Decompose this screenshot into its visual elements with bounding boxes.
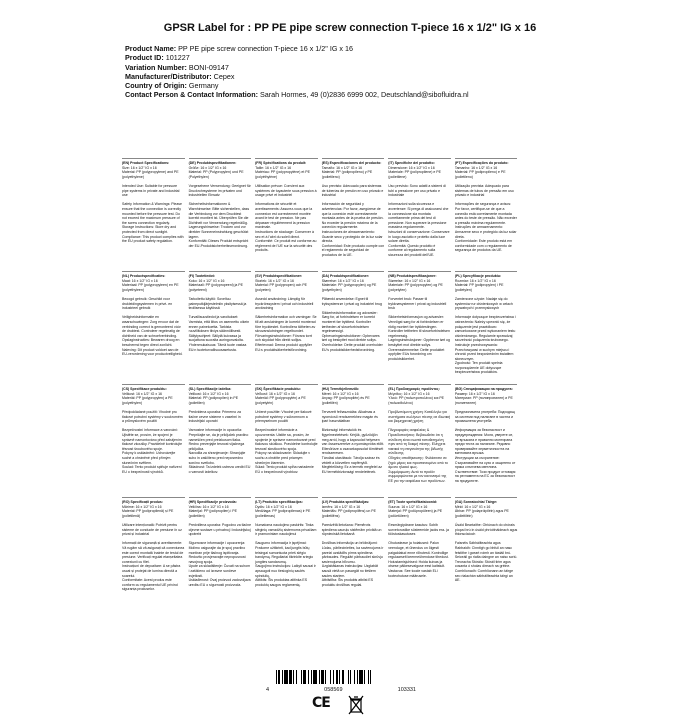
spec-block xyxy=(189,271,252,384)
weee-bin-icon xyxy=(348,695,364,715)
spec-heading: (PL) Specyfikacje produktu: xyxy=(454,274,502,278)
spec-block xyxy=(255,271,318,384)
info-label: Product Name: xyxy=(125,44,177,53)
spec-block xyxy=(189,384,252,497)
spec-heading: (LV) Produkta specifikācijas: xyxy=(321,500,370,504)
spec-body: Tamaño: 16 x 1/2" IG x 16 Material: PP (polipropileno) y PE (polietileno) Uso previsto: Adecuado para sistemas de tuberías de presión en uso privado e industrial Información de seguridad y advertencias: Por favor, asegúrese de que la conexión esté correctamente montada antes de la prueba de presión. No exceder la presión máxima de la conexión regularmente. Instrucciones de almacenamiento: Guarde seco y protegido de la luz solar directa. Conformidad: Este producto cumple con el reglamento de seguridad de productos de la UE. xyxy=(321,165,385,257)
spec-heading: (HU) Termékjellemzők: xyxy=(321,387,360,391)
spec-heading: (EN) Product Specifications: xyxy=(122,161,170,165)
info-value: PP PE pipe screw connection T-piece 16 x 1/2" IG x 16 xyxy=(178,44,354,53)
spec-heading: (NL) Productspecificaties: xyxy=(122,274,166,278)
spec-body: Méid: 16 x 1/2" IG x 16 Ábhar: PP (polapróipiléin) agus PE (poileitiléin) Úsáid Beartaithe: Oiriúnach do chórais píopaí brú in úsáid phríobháideach agus thionsclaíoch Faisnéis Sábháilteachta agus Rabhaidh: Cinntigh go bhfuil an nasc feistithe i gceart roimh an tástáil brú. Seiceáil go rialta daingne an naisc scriú. Treoracha Stórála: Stóráil tirim agus cosanta ó sholas díreach na gréine. Comhlíonadh: Comhlíonann an táirge seo rialachán sábháilteachta táirgí an AE. xyxy=(454,504,518,583)
spec-heading: (IT) Specifiche del prodotto: xyxy=(388,161,435,165)
barcode-group-2: 103331 xyxy=(397,687,416,693)
spec-heading: (ES) Especificaciones del producto: xyxy=(321,161,382,165)
spec-body: Taille: 16 x 1/2" IG x 16 Matériau: PP (polypropylène) et PE (polyéthylène) Utilisation prévue: Convient aux systèmes de tuyauterie sous pression à usage privé et industriel Informations de sécurité et avertissements: Assurez-vous que la connexion est correctement montée avant le test de pression. Ne pas dépasser régulièrement la pression maximale. Instructions de stockage: Conserver à sec et à l'abri du soleil direct. Conformité: Ce produit est conforme au règlement de l'UE sur la sécurité des produits. xyxy=(255,165,317,253)
barcode-group-1: 058569 xyxy=(324,687,343,693)
spec-block xyxy=(388,271,451,384)
spec-block xyxy=(388,384,451,497)
spec-block xyxy=(322,158,385,271)
spec-heading: (SL) Specifikacije izdelka: xyxy=(188,387,232,391)
product-info xyxy=(125,44,700,100)
info-label: Contact Person & Contact Information: xyxy=(125,90,258,100)
info-row xyxy=(125,44,700,53)
spec-heading: (BG) Спецификации на продукта: xyxy=(454,387,513,391)
spec-body: Размер: 16 x 1/2" IG x 16 Материал: PP (полипропилен) и PE (полиетилен) Предназначена употреба: Подходящ за системи под налягане в частна и промишлена употреба Информация за безопасност и предупреждения: Моля, уверете се, че връзката е правилно монтирана преди теста за налягане. Редовно проверявайте херметичността на винтовата връзка. Инструкции за съхранение: Съхранявайте на сухо и защитено от пряка слънчева светлина. Съответствие: Този продукт отговаря на регламента на ЕС за безопасност на продуктите. xyxy=(454,391,516,483)
spec-block xyxy=(255,158,318,271)
spec-heading: (FR) Spécifications du produit: xyxy=(255,161,307,165)
info-value: Germany xyxy=(188,81,219,91)
spec-body: Størrelse: 16 x 1/2" IG x 16 Materiale: PP (polypropylen) og PE (polyetylen) Forventet bruk: Passer til trykkrørsystemer i privat og industriell bruk Sikkerhetsinformasjon og advarsler: Vennligst sørg for at forbindelsen er riktig montert før trykktestingen. Kontroller tettheten til skrueforbindelsen regelmessig. Lagringsinstruksjoner: Oppbevar tørt og beskyttet mot direkte sollys. Overensstemmelse: Dette produktet oppfyller EUs forordning om produktsikkerhet. xyxy=(388,278,450,361)
info-value: Sarah Hormes, 49 (0)2836 6999 002, Deutschland@sibofluidra.nl xyxy=(259,90,469,100)
spec-heading: (DA) Produktspecifikationer: xyxy=(321,274,370,278)
spec-grid xyxy=(122,158,584,610)
spec-block xyxy=(255,497,318,610)
barcode-left-digit: 4 xyxy=(266,687,270,693)
compliance-marks xyxy=(312,695,364,715)
info-value: 101227 xyxy=(165,53,190,63)
spec-block xyxy=(122,271,185,384)
spec-body: Veličina: 16 x 1/2" IG x 16 Materijal: PP (polipropilen) i PE (polietilen) Predviđena uporaba: Pogodno za tlačne cijevne sustave u privatnoj i industrijskoj upotrebi Sigurnosne informacije i upozorenja: Molimo osigurajte da je spoj pravilno montiran prije tlačnog ispitivanja. Redovito provjeravajte nepropusnost navojnog spoja. Upute za skladištenje: Čuvati na suhom i zaštićeno od izravne sunčeve svjetlosti. Usklađenost: Ovaj proizvod zadovoljava uredbu EU o sigurnosti proizvoda. xyxy=(188,504,252,587)
spec-block xyxy=(455,271,518,384)
spec-body: Velikost: 16 x 1/2" IG x 16 Materiál: PP (polypropylen) a PE (polyethylen) Předpokládané použití: Vhodné pro tlakové potrubní systémy v soukromém a průmyslovém použití Bezpečnostní informace a varování: Ujistěte se, prosím, že spojení je správně namontováno před zahájením tlakové zkoušky. Pravidelně kontrolujte těsnost šroubového spoje. Pokyny k uskladnění: Uchovávejte suché a chráněné před přímým slunečním světlem. Soulad: Tento produkt splňuje nařízení EU o bezpečnosti výrobků. xyxy=(122,391,183,474)
spec-heading: (LT) Produkto specifikacijos: xyxy=(255,500,303,504)
spec-body: Veľkosť: 16 x 1/2" IG x 16 Materiál: PP (polypropylén) a PE (polyetylén) Určené použitie: Vhodné pre tlakové potrubné systémy v súkromnom a priemyselnom použití Bezpečnostné informácie a upozornenia: Uistite sa, prosím, že spojenie je správne namontované pred tlakovou skúškou. Pravidelne kontrolujte tesnosť skrutkového spoja. Pokyny na skladovanie: Skladujte v suchu a chráňte pred priamym slnečným žiarením. Súlad: Tento produkt spĺňa nariadenie EÚ o bezpečnosti výrobkov. xyxy=(255,391,318,474)
info-row xyxy=(125,53,700,62)
spec-block xyxy=(322,497,385,610)
spec-body: Mărime: 16 x 1/2" IG x 16 Material: PP (polipropilenă) și PE (polietilenă) Utilizare intenționată: Potrivit pentru sisteme de conducte de presiune în uz privat și industrial Informații de siguranță și avertismente: Vă rugăm să vă asigurați că conexiunea este corect montată înainte de testul de presiune. Verificați regulat etanșeitatea conexiunii cu filet. Instrucțiuni de depozitare: A se păstra uscat și protejat de lumina directă a soarelui. Conformitate: Acest produs este conform cu regulamentul UE privind siguranța produselor. xyxy=(122,504,185,592)
spec-heading: (RO) Specificații produs: xyxy=(122,500,164,504)
spec-body: Size: 16 x 1/2" IG x 16 Material: PP (polypropylene) and PE (polyethylene) Intended Use: Suitable for pressure pipe systems in private and industrial use Safety Information & Warnings: Please ensure that the connection is correctly mounted before the pressure test. Do not exceed the maximum pressure of the screw connection regularly. Storage Instructions: Store dry and protected from direct sunlight. Compliance: This product complies with the EU product safety regulation. xyxy=(122,165,184,244)
spec-body: Tamanho: 16 x 1/2" IG x 16 Material: PP (polipropileno) e PE (polietileno) Utilização prevista: Adequado para sistemas de tubos de pressão em uso privado e industrial Informações de segurança e avisos: Por favor, certifique-se de que a conexão está corretamente montada antes do teste de pressão. Não exceder a pressão máxima regularmente. Instruções de armazenamento: Armazene seco e protegido da luz solar direta. Conformidade: Este produto está em conformidade com o regulamento de segurança de produtos da UE. xyxy=(454,165,517,253)
info-value: BONI-09147 xyxy=(188,62,229,72)
info-row xyxy=(125,63,700,72)
barcode-digits xyxy=(266,687,416,693)
spec-block xyxy=(521,158,584,270)
info-label: Product ID: xyxy=(125,53,164,63)
spec-heading: (HR) Specifikacije proizvoda: xyxy=(188,500,237,504)
spec-heading: (EL) Προδιαγραφές προϊόντος: xyxy=(388,387,440,391)
spec-body: Dimensione: 16 x 1/2" IG x 16 Materiale: PP (polipropilene) e PE (polietilene) Uso previsto: Sono adatti a sistemi di tubi a pressione per uso privato e industriale Informazioni sulla sicurezza e avvertenze: Si prega di assicurarsi che la connessione sia montata correttamente prima del test di pressione. Non superare la pressione massima regolarmente. Istruzioni di conservazione: Conservare in luogo asciutto e protetto dalla luce solare diretta. Conformità: Questo prodotto è conforme al regolamento sulla sicurezza dei prodotti dell'UE. xyxy=(388,165,450,257)
spec-heading: (GA) Sonraíochtaí Táirge: xyxy=(454,500,498,504)
spec-body: Maat: 16 x 1/2" IG x 16 Materiaal: PP (polypropyleen) en PE (polyethyleen) Beoogd gebruik: Geschikt voor drukleidingsystemen in privé- en industrieel gebruik Veiligheidsinformatie en waarschuwingen: Zorg ervoor dat de verbinding correct is gemonteerd vóór de druktest. Controleer regelmatig de dichtheid van de schroefverbinding. Opslaginstructies: Bewaren droog en beschermd tegen direct zonlicht. Naleving: Dit product voldoet aan de EU-verordening voor productveiligheid. xyxy=(122,278,183,357)
spec-block xyxy=(122,384,185,497)
barcode xyxy=(276,670,412,686)
spec-block xyxy=(521,384,584,496)
spec-block xyxy=(189,497,252,610)
info-row xyxy=(125,90,700,99)
spec-block xyxy=(521,271,584,383)
spec-heading: (FI) Tuotetiedot: xyxy=(188,274,215,278)
spec-body: Μέγεθος: 16 x 1/2" IG x 16 Υλικό: PP (πολυπροπυλένιο) και PE (πολυαιθυλένιο) Προβλεπόμενη χρήση: Κατάλληλο για συστήματα σωλήνων πίεσης σε ιδιωτική και βιομηχανική χρήση Πληροφορίες ασφαλείας & Προειδοποιήσεις: Βεβαιωθείτε ότι η σύνδεση είναι σωστά τοποθετημένη πριν από τη δοκιμή πίεσης. Ελέγχετε τακτικά τη στεγανότητα της βιδωτής σύνδεσης. Οδηγίες αποθήκευσης: Φυλάσσετε σε ξηρό μέρος και προστατευμένο από το άμεσο ηλιακό φως. Συμμόρφωση: Αυτό το προϊόν συμμορφώνεται με τον κανονισμό της ΕΕ για την ασφάλεια των προϊόντων. xyxy=(388,391,451,483)
spec-body: Størrelse: 16 x 1/2" IG x 16 Materiale: PP (polypropylen) og PE (polyethylen) Påtænkt anvendelse: Egnet til tryksystemrør i privat og industriel brug Sikkerhedsinformation og advarsler: Sørg for, at forbindelsen er korrekt monteret før trykttest. Kontroller tætheden af skrueforbindelsen regelmæssigt. Opbevaringsinstruktioner: Opbevares tørt og beskyttet mod direkte sollys. Overholdelse: Dette produkt overholder EU's produktsikkerhedsforordning. xyxy=(321,278,383,352)
spec-body: Storlek: 16 x 1/2" IG x 16 Material: PP (polypropen) och PE (polyeten) Avsedd användning: Lämplig för tryckrörssystem i privat och industriell användning Säkerhetsinformation och varningar: Se till att anslutningen är korrekt monterad före trycktestet. Kontrollera tätheten av skruvanslutningen regelbundet. Förvaringsinstruktioner: Förvara torrt och skyddat från direkt solljus. Efterlevnad: Denna produkt uppfyller EU:s produktsäkerhetsförordning. xyxy=(255,278,317,352)
spec-heading: (NB) Produktspesifikasjoner: xyxy=(388,274,437,278)
info-row xyxy=(125,81,700,90)
spec-block xyxy=(322,271,385,384)
spec-heading: (SV) Produktspecifikationer: xyxy=(255,274,303,278)
barcode-space xyxy=(371,670,373,684)
spec-block xyxy=(122,158,185,271)
spec-block xyxy=(455,384,518,497)
info-value: Cepex xyxy=(213,71,235,81)
spec-block xyxy=(122,497,185,610)
info-label: Country of Origin: xyxy=(125,81,187,91)
spec-heading: (SK) Špecifikácie produktu: xyxy=(255,387,301,391)
spec-body: Méret: 16 x 1/2" IG x 16 Anyag: PP (polipropilén) és PE (polietilén) Tervezett felhasználás: Alkalmas a nyomócső rendszerekhez magán és ipari használatban Biztonsági információk és figyelmeztetések: Kérjük, győződjön meg arról, hogy a kapcsolat helyesen van összeszerelve a nyomáspróba előtt. Ellenőrizze a csavarkapcsolat tömítését rendszeresen. Tárolási utasítások: Tárolja száraz és védett a közvetlen napfénytől. Megfelelőség: Ez a termék megfelel az EU termékbiztonsági rendeletének. xyxy=(321,391,385,474)
info-row xyxy=(125,72,700,81)
spec-block xyxy=(455,497,518,610)
spec-heading: (ET) Toote spetsifikatsioonid: xyxy=(388,500,438,504)
spec-body: Koko: 16 x 1/2" IG x 16 Materiaali: PP (polypropeeni) ja PE (polyeteeni) Tarkoitettu käyttö: Soveltuu paineputkijärjestelmiin yksityisessä ja teollisessa käytössä Turvallisuustiedot ja varoitukset: Varmista, että liitos on asennettu oikein ennen painekoetta. Tarkista ruuviliitoksen tiiviys säännöllisesti. Säilytysohjeet: Säilytä kuivassa ja suojattuna suoralta auringonvalolta. Yhdenmukaisuus: Tämä tuote vastaa EU:n tuoteturvallisuusasetusta. xyxy=(188,278,250,352)
spec-body: Izmērs: 16 x 1/2" IG x 16 Materiāls: PP (polipropilēns) un PE (polietilēns) Paredzētā lietošana: Piemērots spiediena cauruļu sistēmām privātā un rūpnieciskā lietošanā Drošības informācija un brīdinājumi: Lūdzu, pārliecinieties, ka savienojums ir pareizi uzstādīts pirms spiediena pārbaudes. Regulāri pārbaudiet skrūvju savienojuma blīvumu. Uzglabāšanas instrukcijas: Uzglabāt sausā vietā un pasargāt no tiešiem saules stariem. Atbilstība: Šis produkts atbilst ES produktu drošības regulai. xyxy=(321,504,384,587)
spec-heading: (DE) Produktspezifikationen: xyxy=(188,161,237,165)
spec-body: Suurus: 16 x 1/2" IG x 16 Materjal: PP (polüpropüleen) ja PE (polüetüleen) Eesmärgipärane kasutus: Sobib survetorustike süsteemide jaoks era- ja tööstuskasutuses Ohutusteave ja hoiatused: Palun veenduge, et ühendus on õigesti paigaldatud enne rõhutesti. Kontrollige regulaarselt keermeühenduse tihedust. Hoiustamisjuhised: Hoida kuivas ja otsese päikesevalguse eest kaitstult. Vastavus: See toode vastab ELi tooteohutuse määrusele. xyxy=(388,504,449,578)
spec-block xyxy=(322,384,385,497)
spec-block xyxy=(388,158,451,271)
spec-block xyxy=(455,158,518,271)
spec-block xyxy=(255,384,318,497)
spec-heading: (CS) Specifikace produktu: xyxy=(122,387,167,391)
spec-body: Größe: 16 x 1/2" IG x 16 Material: PP (Polypropylen) und PE (Polyethylen) Vorgesehene Verwendung: Geeignet für Druckrohrsysteme im privaten und industriellen Einsatz Sicherheitsinformationen & Warnhinweise: Bitte sicherstellen, dass die Verbindung vor dem Drucktest korrekt montiert ist. Überprüfen Sie die Dichtheit vor Verwendung regelmäßig. Lagerungshinweise: Trocken und vor direkter Sonneneinstrahlung geschützt lagern. Konformität: Dieses Produkt entspricht der EU-Produktsicherheitsverordnung. xyxy=(188,165,251,248)
ce-mark-icon: CE xyxy=(312,695,330,711)
info-label: Manufacturer/Distributor: xyxy=(125,71,212,81)
spec-body: Velikost: 16 x 1/2" IG x 16 Material: PP (polipropilen) in PE (polietilen) Predvidena uporaba: Primerno za tlačne cevne sisteme v zasebni in industrijski uporabi Varnostne informacije in opozorila: Prepričajte se, da je priključek pravilno nameščen pred preizkusom tlaka. Redno preverjajte tesnost vijačnega priključka. Navodila za shranjevanje: Shranjujte suho in zaščiteno pred neposredno sončno svetlobo. Skladnost: Ta izdelek ustreza uredbi EU o varnosti izdelkov. xyxy=(188,391,251,474)
spec-block xyxy=(521,497,584,609)
spec-heading: (PT) Especificações do produto: xyxy=(454,161,509,165)
page-title: GPSR Label for : PP PE pipe screw connection T-piece 16 x 1/2" IG x 16 xyxy=(163,22,537,34)
spec-body: Dydis: 16 x 1/2" IG x 16 Medžiaga: PP (polipropilenas) ir PE (polietilenas) Numatoma naudojimo paskirtis: Tinka slėginių vamzdžių sistemoms privačiam ir pramoniniam naudojimui Saugumo informacija ir įspėjimai: Prašome užtikrinti, kad jungtis būtų teisingai sumontuota prieš slėgio bandymą. Reguliariai tikrinkite sriegio jungties sandarumą. Saugojimo instrukcijos: Laikyti sausai ir apsaugoti nuo tiesioginių saulės spindulių. Atitiktis: Šis produktas atitinka ES produktų saugos reglamentą. xyxy=(255,504,317,587)
spec-block xyxy=(388,497,451,610)
info-label: Variation Number: xyxy=(125,62,187,72)
spec-block xyxy=(189,158,252,271)
spec-body: Rozmiar: 16 x 1/2" IG x 16 Materiał: PP (polipropylen) i PE (polietylen) Zamierzone użycie: Nadaje się do systemów rur ciśnieniowych w celach prywatnych i przemysłowych Informacje dotyczące bezpieczeństwa i ostrzeżenia: Należy upewnić się, że połączenie jest prawidłowo zamontowane przed wykonaniem testu ciśnieniowego. Regularnie sprawdzaj szczelność połączenia śrubowego. Instrukcje przechowywania: Przechowywać w suchym miejscu i chronić przed bezpośrednim światłem słonecznym. Zgodność: Ten produkt spełnia rozporządzenie UE dotyczące bezpieczeństwa produktów. xyxy=(454,278,516,375)
